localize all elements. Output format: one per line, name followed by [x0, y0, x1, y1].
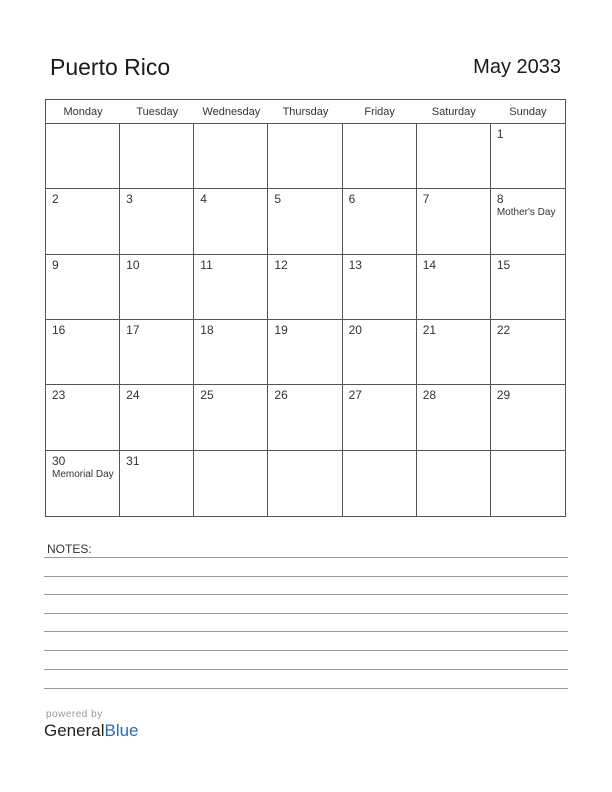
- day-cell: [491, 255, 565, 320]
- day-number: 5: [274, 192, 282, 207]
- weekday-label: Monday: [63, 106, 103, 118]
- day-cell: [46, 451, 120, 516]
- day-number: 1: [496, 127, 504, 141]
- note-line: [44, 650, 568, 651]
- day-number: 19: [274, 323, 288, 337]
- day-number: 27: [348, 388, 362, 403]
- day-cell: [343, 255, 417, 320]
- day-cell: [343, 451, 417, 516]
- day-number: 11: [200, 257, 213, 272]
- day-number: 16: [52, 323, 66, 337]
- weekday-label: Wednesday: [202, 106, 261, 118]
- day-cell: [343, 320, 417, 385]
- notes-label: NOTES:: [47, 542, 92, 556]
- day-number: 25: [200, 388, 214, 403]
- day-number: 21: [422, 323, 437, 337]
- day-cell: [268, 255, 342, 320]
- day-cell: [120, 124, 194, 189]
- calendar-month: May 2033: [473, 56, 561, 78]
- day-cell: [491, 124, 565, 189]
- day-number: 28: [422, 388, 437, 403]
- day-cell: [417, 451, 491, 516]
- note-line: [44, 631, 568, 632]
- day-cells: [46, 124, 565, 516]
- day-cell: [417, 189, 491, 254]
- day-number: 15: [496, 257, 511, 272]
- day-cell: [491, 385, 565, 450]
- weekday-label: Saturday: [431, 106, 476, 118]
- day-number: 31: [126, 453, 140, 468]
- weekday-label: Sunday: [509, 106, 547, 118]
- weekday-label: Friday: [364, 106, 395, 118]
- day-number: 9: [52, 257, 59, 272]
- day-cell: [268, 189, 342, 254]
- day-number: 17: [126, 323, 140, 337]
- day-number: 13: [348, 257, 362, 272]
- calendar-grid: [45, 99, 566, 517]
- day-cell: [46, 189, 120, 254]
- note-line: [44, 669, 568, 670]
- day-cell: [194, 255, 268, 320]
- day-cell: [343, 189, 417, 254]
- generalblue-logo: [44, 721, 139, 741]
- note-line: [44, 594, 568, 595]
- weekday-header-row: [46, 100, 565, 124]
- day-cell: [120, 189, 194, 254]
- day-number: 30: [52, 453, 66, 468]
- day-number: 4: [200, 192, 207, 207]
- note-line: [44, 613, 568, 614]
- calendar-title: Puerto Rico: [50, 54, 171, 80]
- day-cell: [194, 124, 268, 189]
- day-cell: [268, 320, 342, 385]
- day-number: 26: [274, 388, 288, 403]
- weekday-label: Thursday: [282, 106, 329, 118]
- day-number: 20: [348, 323, 362, 337]
- holiday-label: Mother's Day: [496, 207, 556, 219]
- day-cell: [417, 320, 491, 385]
- day-cell: [120, 451, 194, 516]
- day-number: 24: [126, 388, 140, 403]
- note-line: [44, 576, 568, 577]
- day-cell: [417, 124, 491, 189]
- day-cell: [46, 385, 120, 450]
- day-cell: [491, 189, 565, 254]
- day-number: 7: [422, 192, 430, 207]
- day-number: 14: [422, 257, 437, 272]
- day-cell: [194, 189, 268, 254]
- day-number: 8: [496, 192, 504, 207]
- day-cell: [343, 124, 417, 189]
- note-line: [44, 688, 568, 689]
- day-number: 3: [126, 192, 133, 207]
- day-cell: [120, 255, 194, 320]
- day-cell: [120, 385, 194, 450]
- day-cell: [417, 255, 491, 320]
- day-number: 23: [52, 388, 66, 403]
- day-cell: [194, 451, 268, 516]
- day-cell: [343, 385, 417, 450]
- day-cell: [194, 385, 268, 450]
- day-cell: [46, 124, 120, 189]
- day-number: 22: [496, 323, 511, 337]
- day-number: 2: [52, 192, 59, 207]
- day-cell: [120, 320, 194, 385]
- day-cell: [46, 255, 120, 320]
- day-cell: [268, 451, 342, 516]
- day-cell: [491, 451, 565, 516]
- weekday-label: Tuesday: [136, 106, 179, 118]
- day-number: 18: [200, 323, 214, 337]
- day-cell: [46, 320, 120, 385]
- day-cell: [491, 320, 565, 385]
- day-cell: [194, 320, 268, 385]
- day-number: 12: [274, 257, 288, 272]
- day-number: 6: [348, 192, 356, 207]
- day-cell: [268, 124, 342, 189]
- day-cell: [417, 385, 491, 450]
- logo-text-blue: Blue: [104, 721, 139, 740]
- logo-text-general: General: [44, 721, 105, 740]
- day-cell: [268, 385, 342, 450]
- day-number: 10: [126, 257, 140, 272]
- powered-by-text: powered by: [46, 709, 103, 720]
- holiday-label: Memorial Day: [52, 468, 114, 480]
- note-line: [44, 557, 568, 558]
- day-number: 29: [496, 388, 511, 403]
